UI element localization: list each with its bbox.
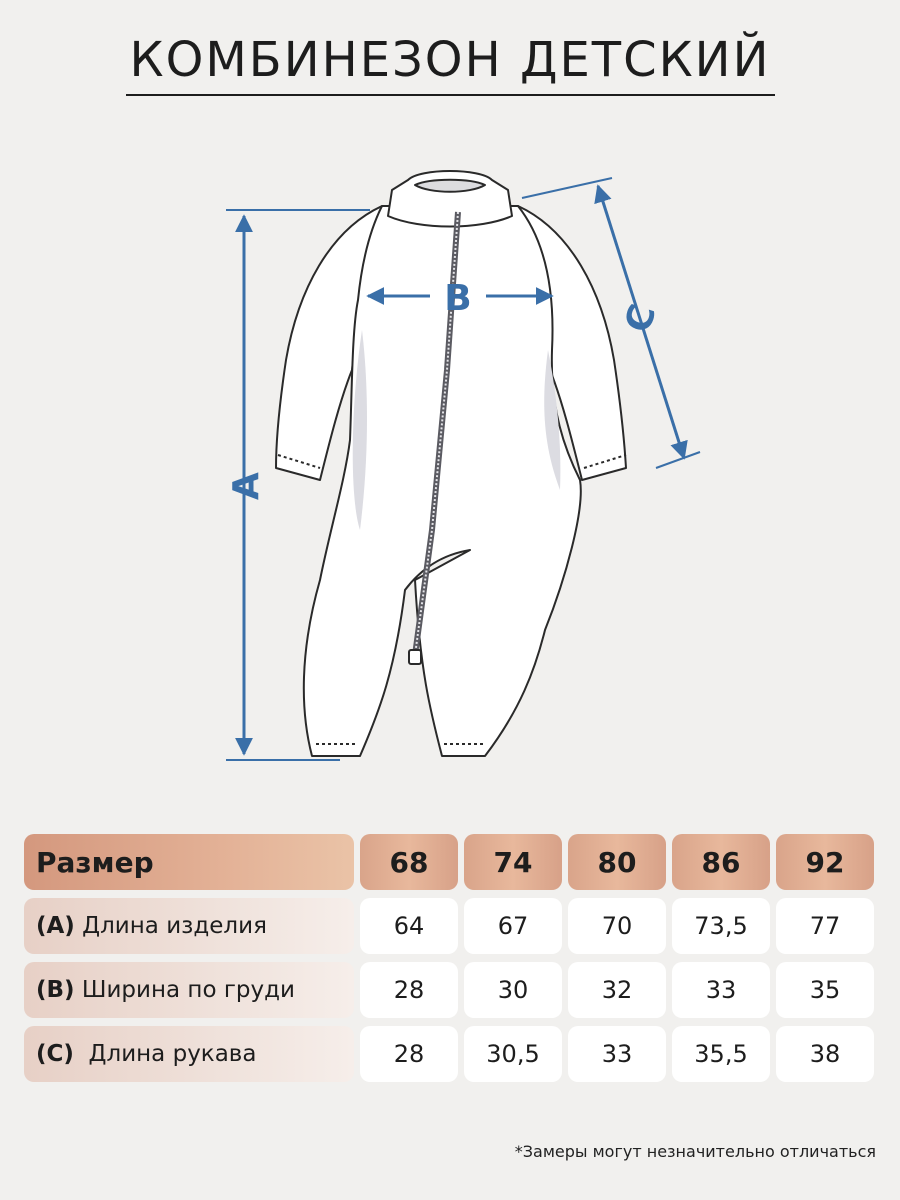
row-code-b: (B) bbox=[36, 977, 75, 1003]
table-cell: 28 bbox=[360, 1026, 458, 1082]
jumpsuit-icon bbox=[276, 171, 626, 756]
measure-label-a: A bbox=[226, 472, 267, 500]
table-row bbox=[24, 898, 874, 954]
jumpsuit-diagram bbox=[0, 150, 900, 790]
size-92: 92 bbox=[776, 834, 874, 890]
table-cell: 73,5 bbox=[672, 898, 770, 954]
size-74: 74 bbox=[464, 834, 562, 890]
size-80: 80 bbox=[568, 834, 666, 890]
table-cell: 33 bbox=[672, 962, 770, 1018]
table-row bbox=[24, 962, 874, 1018]
row-label-chest bbox=[24, 962, 354, 1018]
row-text-length: Длина изделия bbox=[82, 913, 267, 939]
size-table bbox=[18, 826, 880, 1090]
size-header-row bbox=[24, 834, 874, 890]
table-cell: 38 bbox=[776, 1026, 874, 1082]
size-86: 86 bbox=[672, 834, 770, 890]
table-cell: 64 bbox=[360, 898, 458, 954]
measure-label-c: C bbox=[617, 299, 665, 338]
table-cell: 67 bbox=[464, 898, 562, 954]
table-cell: 70 bbox=[568, 898, 666, 954]
table-cell: 35,5 bbox=[672, 1026, 770, 1082]
garment-illustration bbox=[0, 150, 900, 790]
table-cell: 32 bbox=[568, 962, 666, 1018]
row-code-a: (A) bbox=[36, 913, 75, 939]
row-text-chest: Ширина по груди bbox=[81, 977, 295, 1003]
size-header-label: Размер bbox=[24, 834, 354, 890]
footnote: *Замеры могут незначительно отличаться bbox=[514, 1142, 876, 1161]
row-text-sleeve: Длина рукава bbox=[88, 1041, 257, 1067]
table-cell: 35 bbox=[776, 962, 874, 1018]
size-68: 68 bbox=[360, 834, 458, 890]
table-cell: 28 bbox=[360, 962, 458, 1018]
table-cell: 30 bbox=[464, 962, 562, 1018]
table-cell: 77 bbox=[776, 898, 874, 954]
table-cell: 30,5 bbox=[464, 1026, 562, 1082]
measure-label-b: B bbox=[444, 278, 472, 319]
row-code-c: (C) bbox=[36, 1041, 74, 1067]
row-label-length bbox=[24, 898, 354, 954]
table-cell: 33 bbox=[568, 1026, 666, 1082]
row-label-sleeve bbox=[24, 1026, 354, 1082]
page-title: КОМБИНЕЗОН ДЕТСКИЙ bbox=[0, 32, 900, 96]
table-row bbox=[24, 1026, 874, 1082]
